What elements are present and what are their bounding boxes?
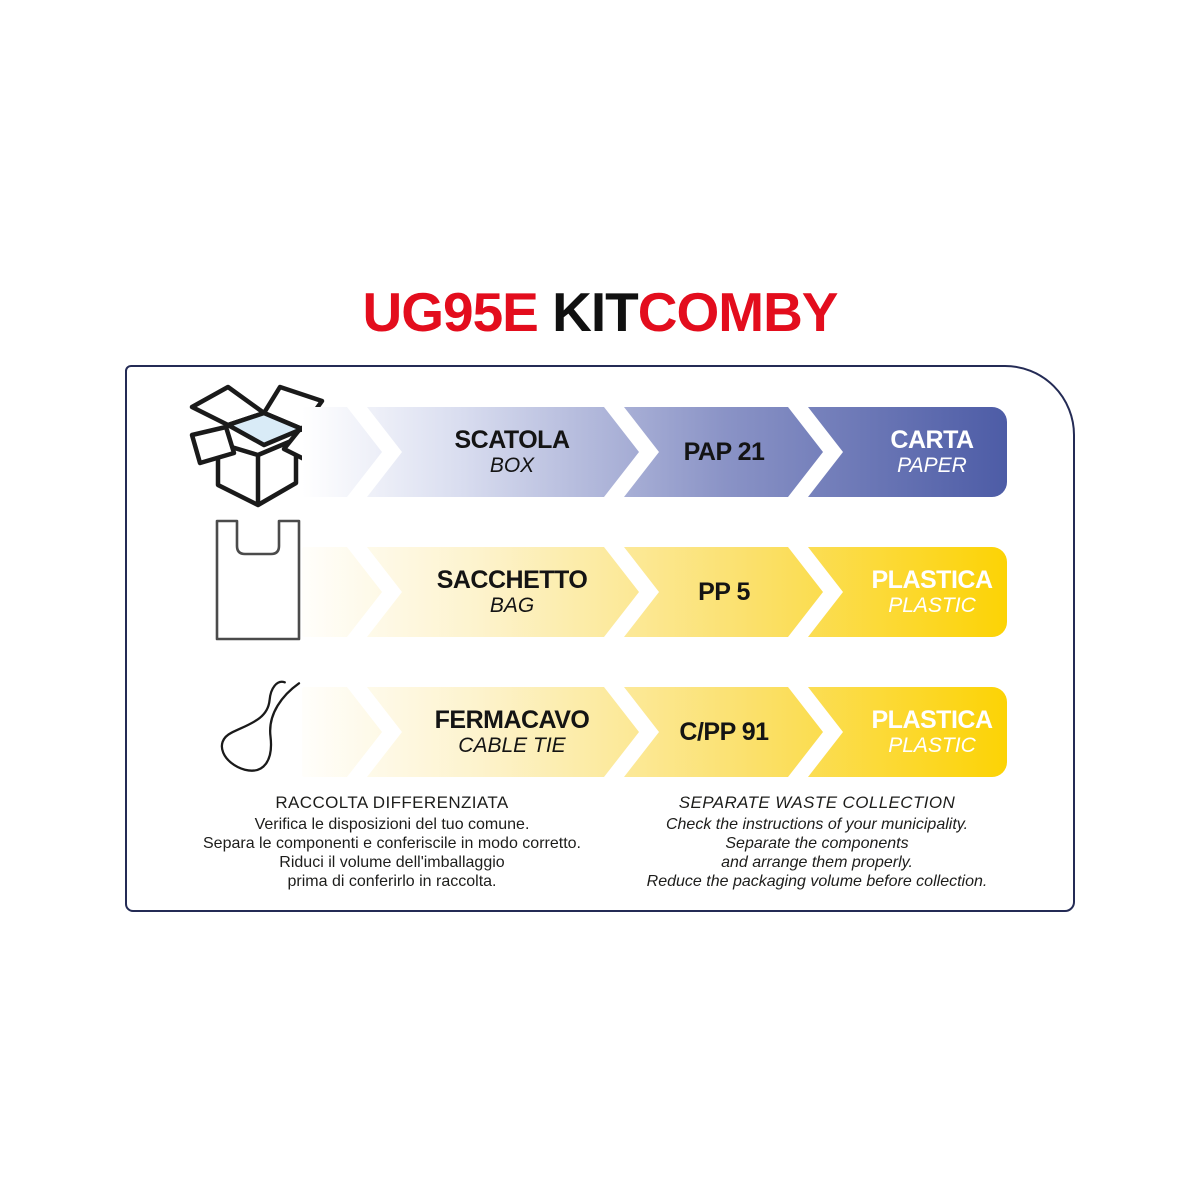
disposal-label xyxy=(890,426,973,478)
shopping-bag-icon xyxy=(211,518,305,642)
plastic-flow-band xyxy=(302,547,1007,637)
instruction-line: Separa le componenti e conferiscile in modo corretto. xyxy=(203,835,581,852)
title-kit: KIT xyxy=(552,281,638,343)
chevron-right-icon xyxy=(604,687,659,777)
disposal-name-en: PLASTIC xyxy=(888,594,976,618)
component-label xyxy=(437,566,588,618)
instruction-line: Riduci il volume dell'imballaggio xyxy=(279,854,505,871)
component-name-en: BOX xyxy=(489,454,535,478)
chevron-right-icon xyxy=(788,407,843,497)
component-name-en: BAG xyxy=(489,594,535,618)
instruction-line: Separate the components xyxy=(725,835,909,852)
title-model: UG95E xyxy=(362,281,553,343)
instructions-title-it: RACCOLTA DIFFERENZIATA xyxy=(275,793,509,812)
component-label xyxy=(435,706,590,758)
instructions-title-en: SEPARATE WASTE COLLECTION xyxy=(678,793,956,812)
chevron-right-icon xyxy=(604,407,659,497)
page-title xyxy=(0,280,1200,344)
disposal-name-it: CARTA xyxy=(890,426,974,455)
material-code xyxy=(698,578,750,606)
chevron-right-icon xyxy=(788,687,843,777)
instruction-line: Check the instructions of your municipality. xyxy=(665,816,969,833)
material-code-value: C/PP 91 xyxy=(679,718,769,746)
chevron-right-icon xyxy=(604,547,659,637)
component-name-en: CABLE TIE xyxy=(458,734,566,758)
component-label xyxy=(454,426,569,478)
disposal-name-en: PLASTIC xyxy=(888,734,976,758)
chevron-right-icon xyxy=(347,547,402,637)
disposal-name-it: PLASTICA xyxy=(871,566,993,595)
component-name-it: SACCHETTO xyxy=(436,566,588,595)
material-code xyxy=(679,718,768,746)
material-code xyxy=(684,438,765,466)
disposal-label xyxy=(872,566,993,618)
title-comby: COMBY xyxy=(637,281,838,343)
instructions-english xyxy=(567,791,1067,891)
component-name-it: FERMACAVO xyxy=(434,706,590,735)
component-name-it: SCATOLA xyxy=(454,426,570,455)
disposal-label xyxy=(872,706,993,758)
material-code-value: PP 5 xyxy=(698,578,750,606)
info-card xyxy=(125,365,1075,912)
paper-flow-band xyxy=(302,407,1007,497)
instruction-line: Reduce the packaging volume before collection. xyxy=(646,873,988,890)
chevron-right-icon xyxy=(347,407,402,497)
chevron-right-icon xyxy=(347,687,402,777)
instruction-line: and arrange them properly. xyxy=(721,854,913,871)
chevron-right-icon xyxy=(788,547,843,637)
disposal-name-it: PLASTICA xyxy=(871,706,993,735)
plastic-flow-band xyxy=(302,687,1007,777)
instruction-line: prima di conferirlo in raccolta. xyxy=(287,873,497,890)
instruction-line: Verifica le disposizioni del tuo comune. xyxy=(254,816,530,833)
disposal-name-en: PAPER xyxy=(897,454,967,478)
material-code-value: PAP 21 xyxy=(683,438,765,466)
cable-tie-icon xyxy=(205,670,317,784)
